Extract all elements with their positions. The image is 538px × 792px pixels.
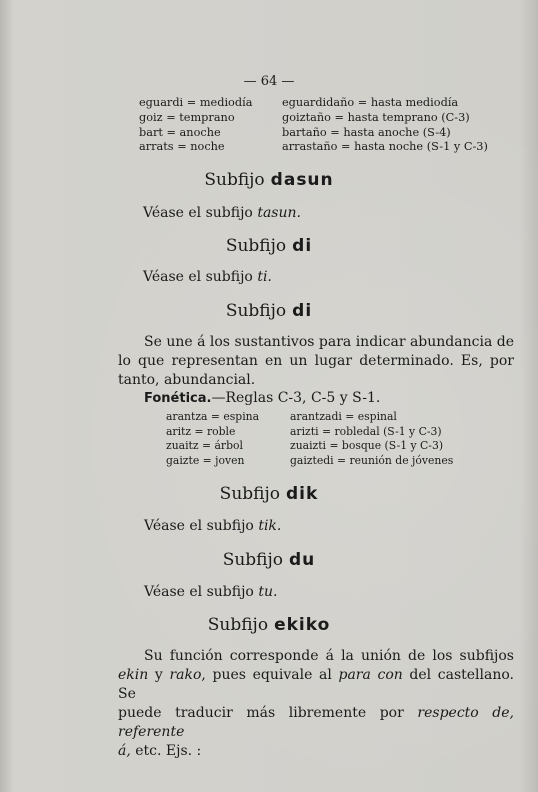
list-line: eguardi = mediodía xyxy=(139,96,253,109)
dik-text xyxy=(144,517,281,536)
phrase-ref: á, xyxy=(118,743,131,759)
top-list-left xyxy=(139,96,252,155)
paragraph-line xyxy=(118,666,514,704)
heading-word: Subfijo xyxy=(204,170,265,190)
phrase-ref: respecto de, referente xyxy=(118,705,514,740)
examples-right xyxy=(290,410,453,469)
list-line: bart = anoche xyxy=(139,125,221,139)
example-line: zuaizti = bosque (S-1 y C-3) xyxy=(290,439,444,453)
example-line: gaizte = joven xyxy=(166,454,245,468)
list-line: bartaño = hasta anoche (S-4) xyxy=(282,125,451,139)
body-text: Véase el subfijo xyxy=(144,584,259,600)
heading-word: Subfijo xyxy=(207,615,269,635)
fonetica-label: Fonética. xyxy=(144,391,212,406)
list-line: goiz = temprano xyxy=(139,110,235,124)
ekiko-paragraph xyxy=(118,647,514,761)
example-line: arantza = espina xyxy=(166,410,260,423)
example-line: arantzadi = espinal xyxy=(290,410,397,423)
text-run: y xyxy=(148,667,170,683)
du-text xyxy=(144,583,277,602)
examples-left xyxy=(166,410,259,469)
suffix-ref: ekin xyxy=(118,667,149,683)
text-run: puede traducir más libremente por xyxy=(118,705,418,721)
paragraph-line xyxy=(118,742,514,761)
phrase-ref: para con xyxy=(338,667,403,683)
suffix-name: dasun xyxy=(270,170,334,190)
paragraph-line xyxy=(118,704,514,742)
example-line: zuaitz = árbol xyxy=(166,439,243,453)
text-run: etc. Ejs. : xyxy=(130,743,202,759)
suffix-name: di xyxy=(292,236,313,256)
example-line: arizti = robledal (S-1 y C-3) xyxy=(290,424,442,438)
heading-dasun xyxy=(0,170,538,190)
example-line: gaiztedi = reunión de jóvenes xyxy=(290,454,454,468)
heading-word: Subfijo xyxy=(219,484,280,504)
text-run: del castellano. Se xyxy=(118,667,515,702)
reference: tasun. xyxy=(257,205,301,221)
di-paragraph xyxy=(118,333,514,390)
paragraph-line: tanto, abundancial. xyxy=(118,372,256,388)
fonetica-line xyxy=(144,390,380,406)
list-line: goiztaño = hasta temprano (C-3) xyxy=(282,110,470,124)
list-line: eguardidaño = hasta mediodía xyxy=(282,96,459,109)
heading-word: Subfijo xyxy=(222,550,284,570)
paragraph-line: Se une á los sustantivos para indicar abundancia de xyxy=(144,334,514,350)
text-run: , pues equivale al xyxy=(201,667,339,683)
heading-du xyxy=(0,550,538,570)
suffix-name: dik xyxy=(286,484,319,504)
heading-dik xyxy=(0,484,538,504)
reference: tu. xyxy=(258,584,278,600)
suffix-name: di xyxy=(292,301,313,321)
body-text: Véase el subfijo xyxy=(144,518,259,534)
heading-di-ref xyxy=(0,236,538,256)
paragraph-line: lo que representan en un lugar determinado. Es, por xyxy=(118,353,514,369)
reference: tik. xyxy=(258,518,282,534)
heading-word: Subfijo xyxy=(225,301,287,321)
heading-word: Subfijo xyxy=(225,236,287,256)
heading-di-main xyxy=(0,301,538,321)
suffix-ref: rako xyxy=(169,667,202,683)
example-line: aritz = roble xyxy=(166,424,236,438)
body-text: Véase el subfijo xyxy=(143,269,258,285)
top-list-right xyxy=(282,96,488,155)
reference: ti. xyxy=(257,269,272,285)
heading-ekiko xyxy=(0,615,538,635)
di-ref-text xyxy=(143,268,272,287)
dasun-text xyxy=(143,204,301,223)
list-line: arrats = noche xyxy=(139,140,225,154)
paragraph-line: Su función corresponde á la unión de los subfijos xyxy=(144,648,514,664)
suffix-name: ekiko xyxy=(274,615,331,635)
page-number: — 64 — xyxy=(243,74,295,89)
fonetica-rules: —Reglas C-3, C-5 y S-1. xyxy=(211,390,381,406)
body-text: Véase el subfijo xyxy=(143,205,258,221)
suffix-name: du xyxy=(289,550,316,570)
list-line: arrastaño = hasta noche (S-1 y C-3) xyxy=(282,140,488,154)
